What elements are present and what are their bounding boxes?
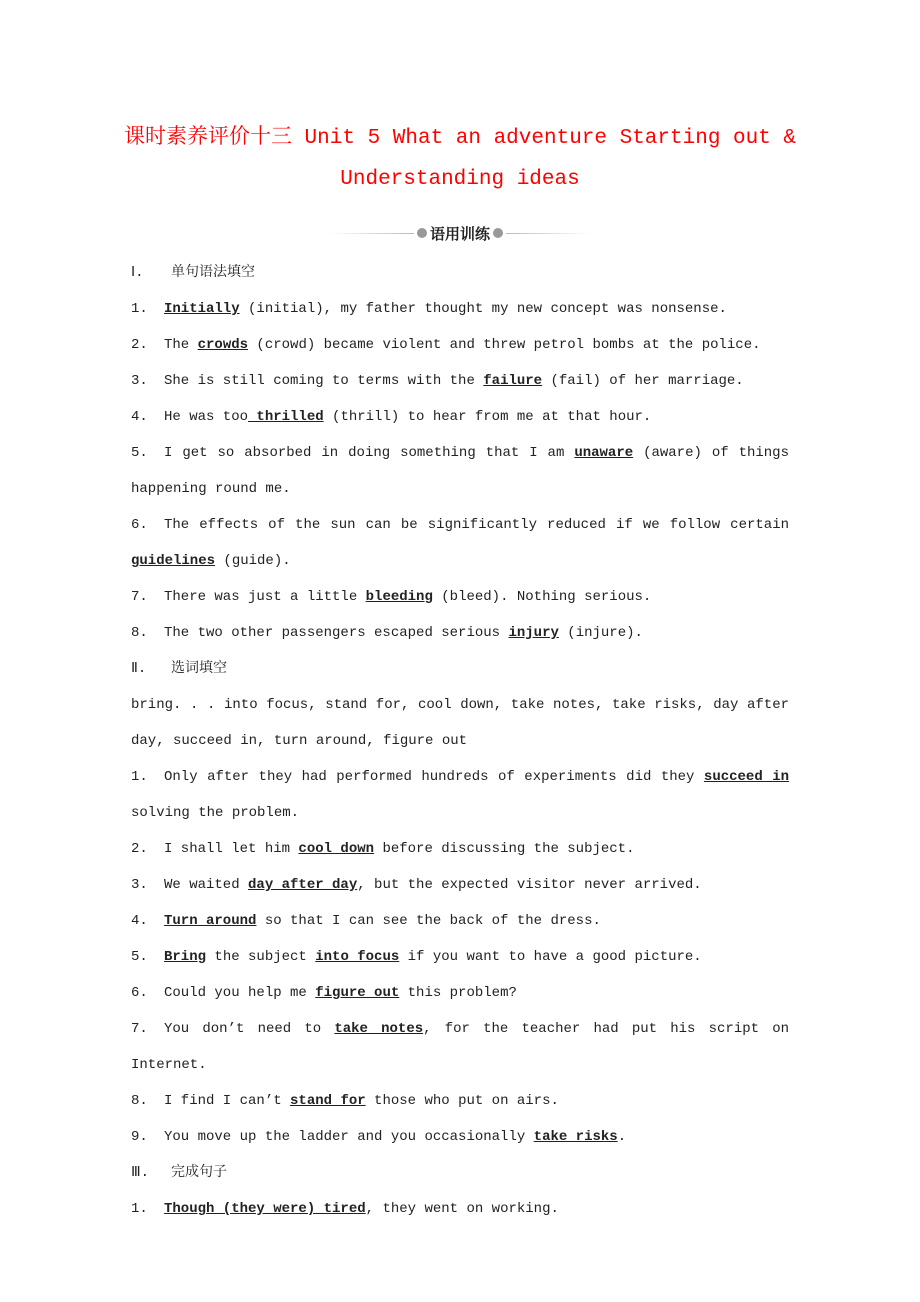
item-text: (initial), my father thought my new concept was nonsense. bbox=[239, 301, 727, 317]
item-number: 1. bbox=[131, 301, 148, 317]
item-text: . bbox=[617, 1129, 627, 1145]
answer: bleeding bbox=[365, 589, 433, 605]
item-text: if you want to have a good picture. bbox=[399, 949, 702, 965]
item-text: (injure). bbox=[558, 625, 643, 641]
answer: unaware bbox=[574, 445, 634, 461]
answer: failure bbox=[483, 373, 543, 389]
word-bank: bring. . . into focus, stand for, cool down, take notes, take risks, day after day, succeed in, turn around, figure out bbox=[131, 697, 789, 749]
item-number: 6. bbox=[131, 985, 148, 1001]
item-number: 1. bbox=[131, 769, 148, 785]
bullet-dot-icon bbox=[417, 228, 427, 238]
exercise-item bbox=[131, 903, 789, 939]
item-text: (aware) of things happening round me. bbox=[131, 445, 789, 497]
answer: Bring bbox=[164, 949, 207, 965]
item-text: (fail) of her marriage. bbox=[542, 373, 744, 389]
item-number: 8. bbox=[131, 625, 148, 641]
exercise-item bbox=[131, 1083, 789, 1119]
item-text: There was just a little bbox=[164, 589, 366, 605]
answer: cool down bbox=[298, 841, 375, 857]
exercise-item bbox=[131, 507, 789, 579]
item-text: (thrill) to hear from me at that hour. bbox=[323, 409, 652, 425]
item-number: 7. bbox=[131, 589, 148, 605]
item-text: We waited bbox=[164, 877, 249, 893]
answer: stand for bbox=[290, 1093, 366, 1109]
exercise-item bbox=[131, 867, 789, 903]
exercise-item bbox=[131, 1191, 789, 1227]
exercise-item bbox=[131, 615, 789, 651]
item-text: I shall let him bbox=[164, 841, 299, 857]
item-text: this problem? bbox=[399, 985, 517, 1001]
answer: Though (they were) tired bbox=[164, 1201, 366, 1217]
item-text: He was too bbox=[164, 409, 249, 425]
item-text: You don’t need to bbox=[164, 1021, 335, 1037]
answer: succeed in bbox=[703, 769, 789, 785]
bullet-dot-icon bbox=[493, 228, 503, 238]
exercise-item bbox=[131, 975, 789, 1011]
item-text: I find I can’t bbox=[164, 1093, 291, 1109]
section-heading bbox=[131, 255, 789, 291]
divider-label: 语用训练 bbox=[430, 224, 491, 243]
item-number: 1. bbox=[131, 1201, 148, 1217]
item-number: 4. bbox=[131, 913, 148, 929]
answer: thrilled bbox=[248, 409, 324, 425]
item-text: The two other passengers escaped serious bbox=[164, 625, 509, 641]
answer: guidelines bbox=[131, 553, 216, 569]
section3-items bbox=[131, 1191, 789, 1227]
item-number: 8. bbox=[131, 1093, 148, 1109]
item-text: those who put on airs. bbox=[365, 1093, 559, 1109]
item-text: The bbox=[164, 337, 198, 353]
item-text: I get so absorbed in doing something that I am bbox=[164, 445, 575, 461]
answer: into focus bbox=[315, 949, 400, 965]
item-number: 5. bbox=[131, 445, 148, 461]
item-number: 2. bbox=[131, 841, 148, 857]
section-title: 单句语法填空 bbox=[171, 265, 255, 281]
exercise-item bbox=[131, 399, 789, 435]
item-text: (crowd) became violent and threw petrol bombs at the police. bbox=[248, 337, 761, 353]
item-text: , but the expected visitor never arrived. bbox=[357, 877, 702, 893]
exercise-content bbox=[131, 255, 789, 1227]
item-text: so that I can see the back of the dress. bbox=[256, 913, 601, 929]
answer: take notes bbox=[334, 1021, 424, 1037]
answer: take risks bbox=[533, 1129, 618, 1145]
section1-items bbox=[131, 291, 789, 651]
exercise-item bbox=[131, 831, 789, 867]
answer: Turn around bbox=[164, 913, 257, 929]
item-text: She is still coming to terms with the bbox=[164, 373, 484, 389]
exercise-item bbox=[131, 435, 789, 507]
exercise-item bbox=[131, 363, 789, 399]
item-text: You move up the ladder and you occasionally bbox=[164, 1129, 534, 1145]
item-text: before discussing the subject. bbox=[374, 841, 635, 857]
exercise-item bbox=[131, 1119, 789, 1155]
section-title: 完成句子 bbox=[171, 1165, 227, 1181]
answer: figure out bbox=[315, 985, 400, 1001]
exercise-item bbox=[131, 579, 789, 615]
exercise-item bbox=[131, 759, 789, 831]
answer: Initially bbox=[164, 301, 240, 317]
section-title: 选词填空 bbox=[171, 661, 227, 677]
item-text: (guide). bbox=[215, 553, 291, 569]
divider-line bbox=[506, 233, 592, 234]
item-text: Could you help me bbox=[164, 985, 316, 1001]
section2-items bbox=[131, 759, 789, 1155]
divider-line bbox=[328, 233, 414, 234]
item-text: the subject bbox=[206, 949, 316, 965]
section-numeral: Ⅲ. bbox=[131, 1165, 150, 1181]
item-text: , they went on working. bbox=[365, 1201, 559, 1217]
item-number: 7. bbox=[131, 1021, 148, 1037]
item-text: solving the problem. bbox=[131, 805, 300, 821]
exercise-item bbox=[131, 939, 789, 975]
item-text: (bleed). Nothing serious. bbox=[432, 589, 652, 605]
section-heading bbox=[131, 651, 789, 687]
exercise-item bbox=[131, 1011, 789, 1083]
item-text: , for the teacher had put his script on Internet. bbox=[131, 1021, 790, 1073]
item-text: The effects of the sun can be significantly reduced if we follow certain bbox=[164, 517, 789, 533]
answer: day after day bbox=[248, 877, 358, 893]
section-numeral: Ⅰ. bbox=[131, 265, 144, 281]
item-number: 3. bbox=[131, 373, 148, 389]
item-number: 3. bbox=[131, 877, 148, 893]
item-number: 4. bbox=[131, 409, 148, 425]
exercise-item bbox=[131, 291, 789, 327]
item-number: 6. bbox=[131, 517, 148, 533]
item-number: 9. bbox=[131, 1129, 148, 1145]
item-text: Only after they had performed hundreds of experiments did they bbox=[164, 769, 704, 785]
section-divider bbox=[328, 221, 592, 245]
item-number: 2. bbox=[131, 337, 148, 353]
answer: injury bbox=[508, 625, 559, 641]
exercise-item bbox=[131, 327, 789, 363]
answer: crowds bbox=[197, 337, 249, 353]
section-heading bbox=[131, 1155, 789, 1191]
item-number: 5. bbox=[131, 949, 148, 965]
document-title-line-1: 课时素养评价十三 Unit 5 What an adventure Starting out & bbox=[123, 127, 797, 150]
section-numeral: Ⅱ. bbox=[131, 661, 147, 677]
document-title-line-2: Understanding ideas bbox=[340, 168, 580, 191]
